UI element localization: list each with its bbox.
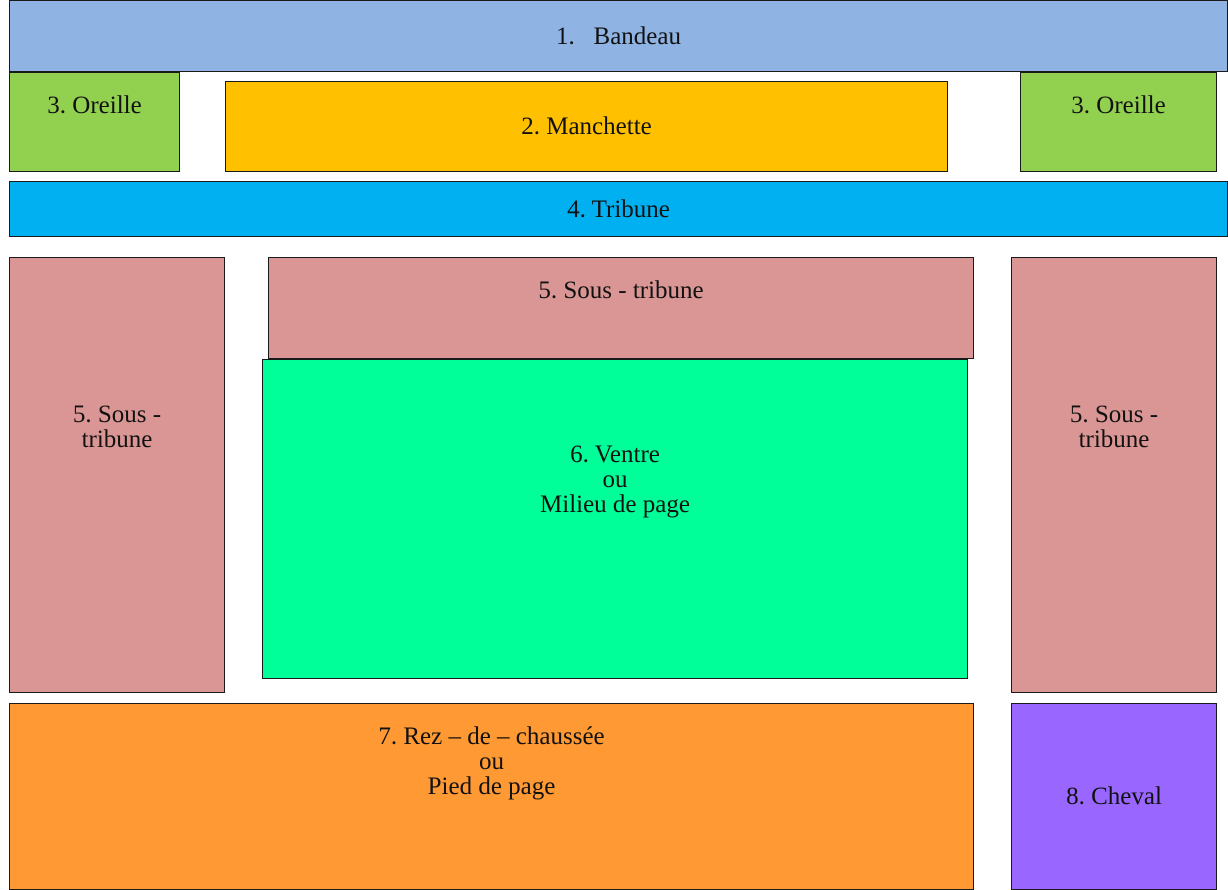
rez-de-chaussee-line2: ou bbox=[479, 748, 504, 775]
sous-tribune-left-line1: 5. Sous - bbox=[72, 401, 162, 428]
rez-de-chaussee-line1: 7. Rez – de – chaussée bbox=[378, 723, 605, 750]
bandeau-block bbox=[9, 0, 1228, 72]
sous-tribune-right-line1: 5. Sous - bbox=[1069, 401, 1159, 428]
sous-tribune-left-line2: tribune bbox=[81, 426, 153, 453]
sous-tribune-center-label: 5. Sous - tribune bbox=[538, 277, 704, 304]
oreille-left-label: 3. Oreille bbox=[47, 92, 142, 119]
ventre-line3: Milieu de page bbox=[540, 491, 690, 518]
sous-tribune-center-block bbox=[268, 257, 974, 359]
sous-tribune-right-block bbox=[1011, 257, 1217, 693]
bandeau-label: 1. Bandeau bbox=[556, 22, 681, 50]
manchette-label: 2. Manchette bbox=[521, 113, 652, 140]
oreille-left-block bbox=[9, 72, 180, 172]
sous-tribune-right-line2: tribune bbox=[1078, 426, 1150, 453]
oreille-right-block bbox=[1020, 72, 1217, 172]
cheval-label: 8. Cheval bbox=[1066, 783, 1162, 810]
oreille-right-label: 3. Oreille bbox=[1071, 92, 1166, 119]
tribune-label: 4. Tribune bbox=[567, 195, 670, 223]
rez-de-chaussee-line3: Pied de page bbox=[427, 773, 556, 800]
cheval-block bbox=[1011, 703, 1217, 890]
ventre-line2: ou bbox=[602, 466, 628, 493]
ventre-line1: 6. Ventre bbox=[570, 441, 660, 468]
sous-tribune-left-block bbox=[9, 257, 225, 693]
rez-de-chaussee-block bbox=[9, 703, 974, 890]
manchette-block bbox=[225, 81, 948, 172]
ventre-block bbox=[262, 359, 968, 679]
tribune-block bbox=[9, 181, 1228, 237]
